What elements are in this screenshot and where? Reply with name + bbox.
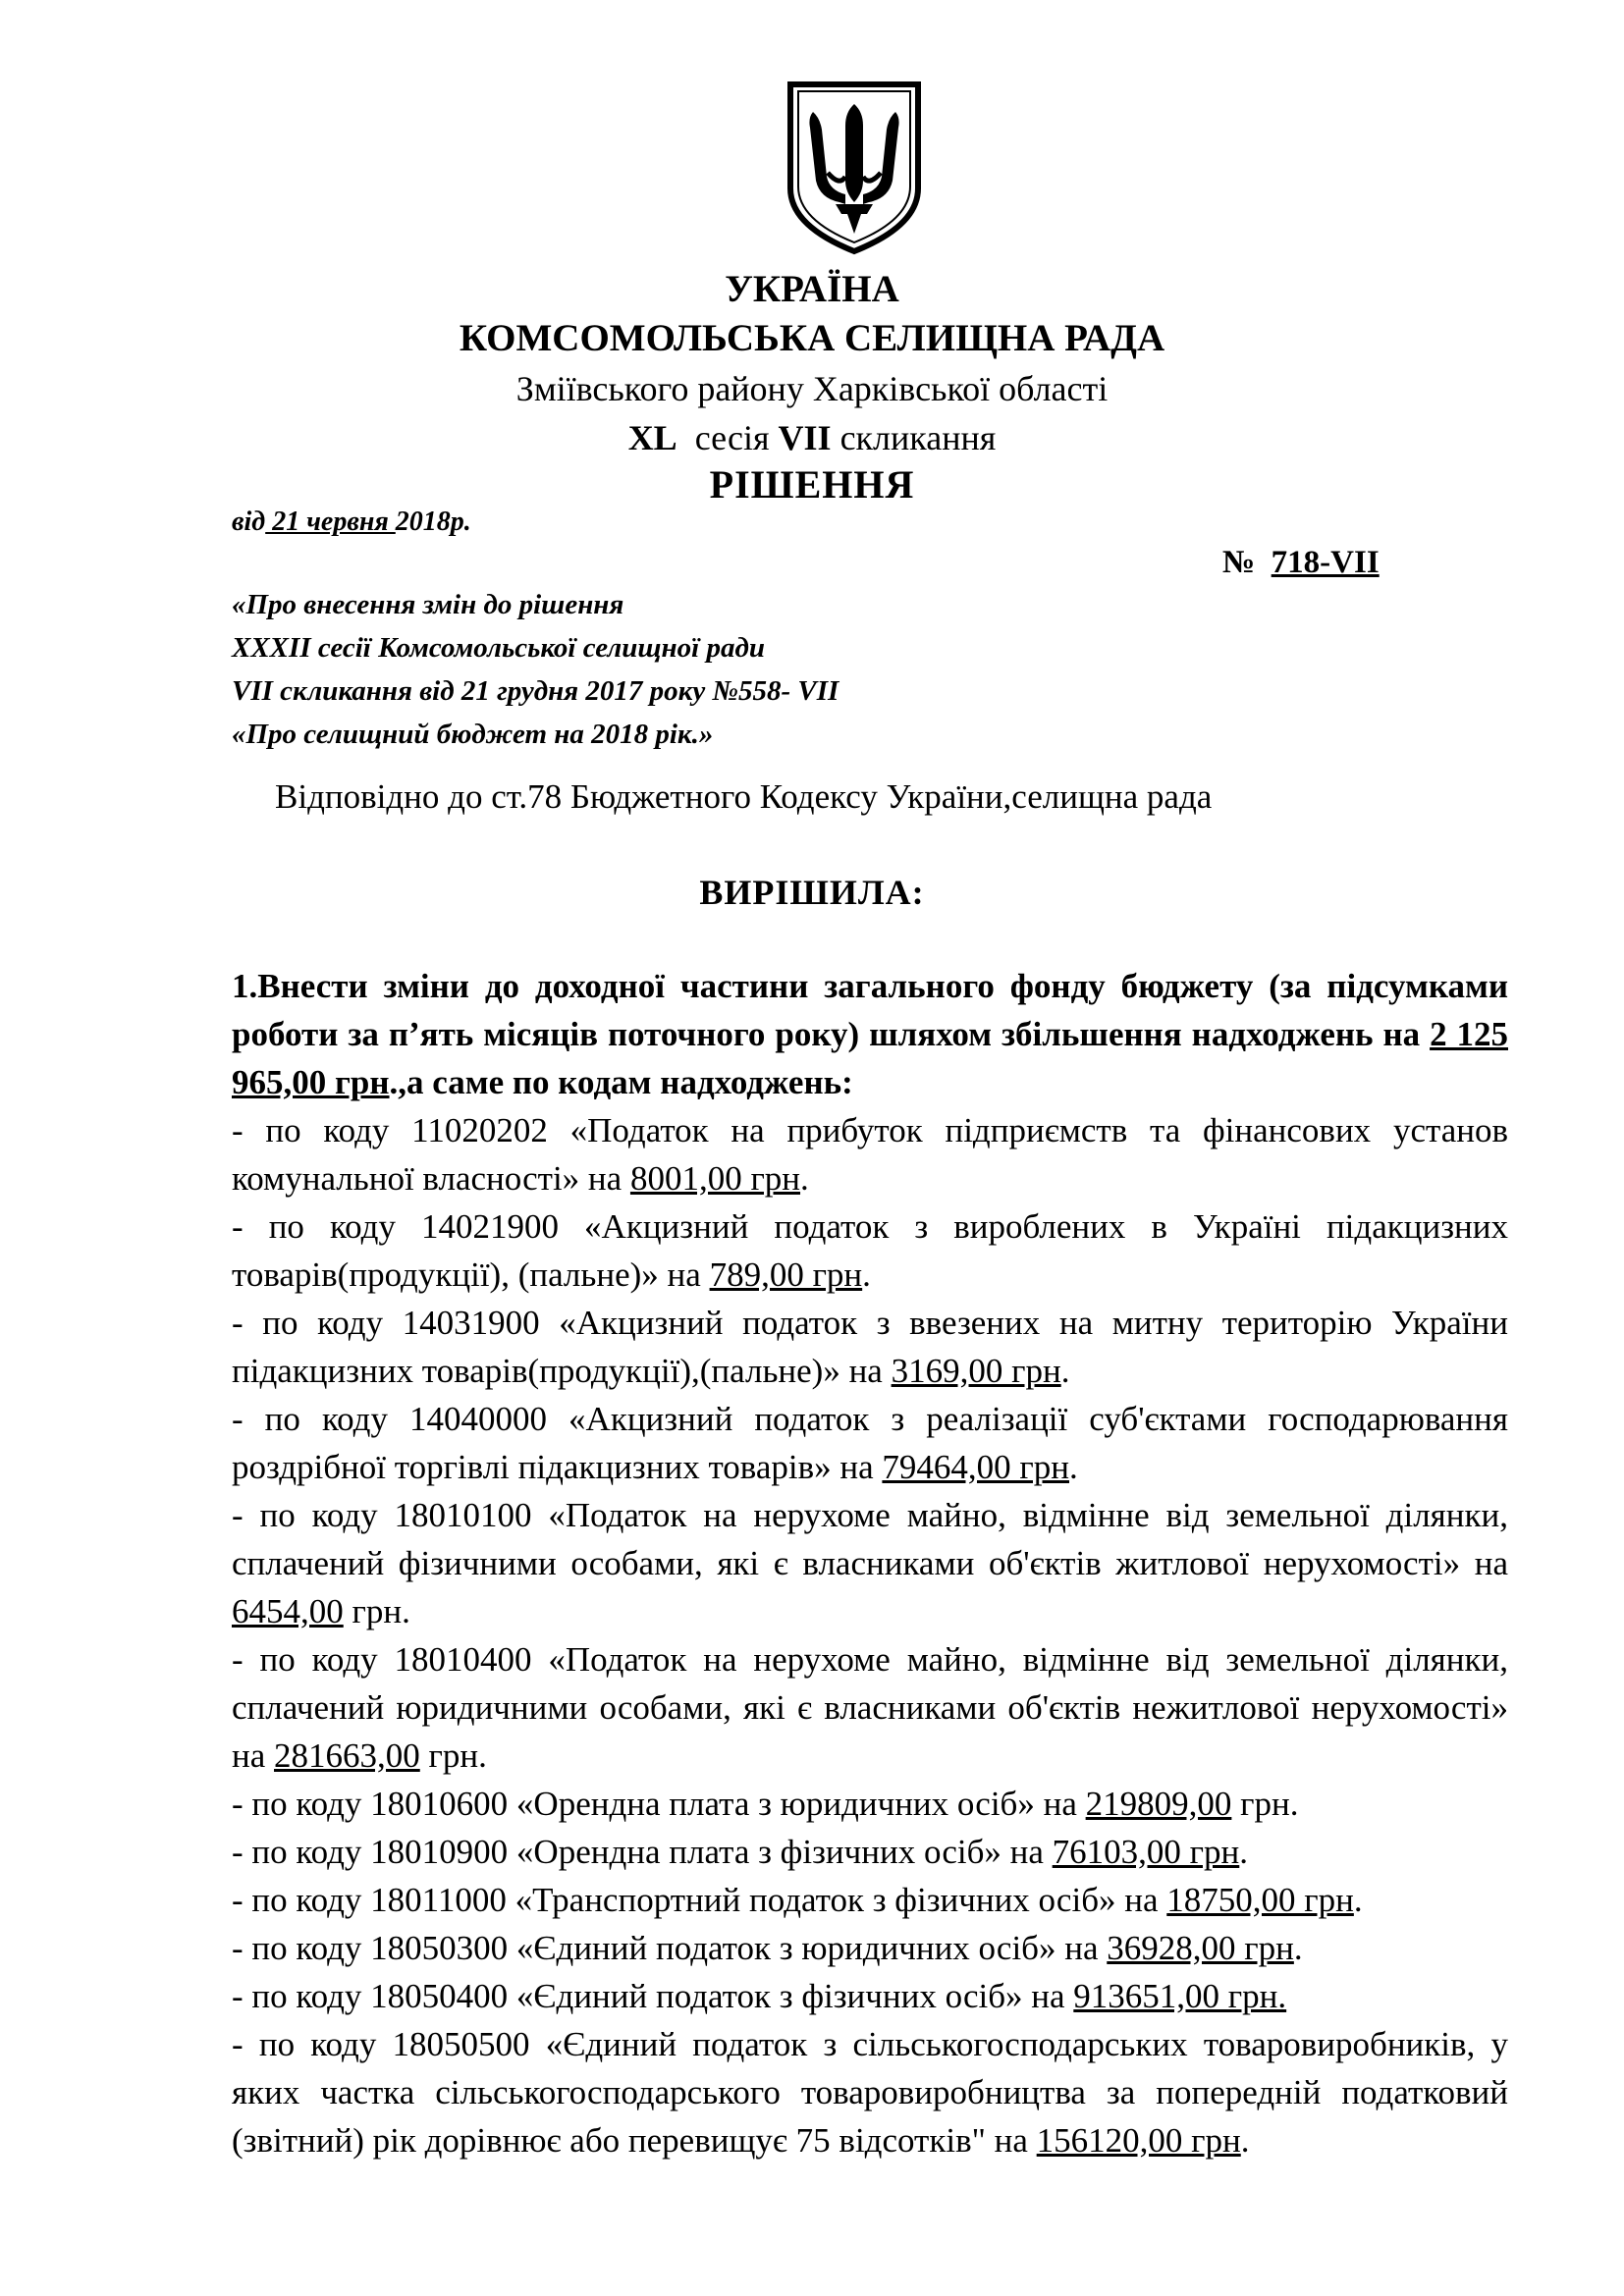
lead-paragraph: [232, 962, 1508, 1106]
lead-amount: 2 125 965,00 грн: [232, 1015, 1508, 1101]
revenue-item: [232, 1202, 1508, 1299]
item-text: - по коду 18011000 «Транспортний податок з фізичних осіб» на: [232, 1881, 1167, 1919]
revenue-item: [232, 1924, 1508, 1972]
item-tail: .: [1239, 1833, 1249, 1871]
item-tail: .: [1060, 1352, 1070, 1390]
decision-subject: [232, 583, 839, 756]
decision-number: [1222, 545, 1380, 581]
convocation-word: скликання: [839, 418, 997, 457]
decision-date: [232, 507, 471, 538]
item-amount: 789,00 грн: [709, 1255, 863, 1294]
decision-body: [232, 962, 1508, 2164]
revenue-item: [232, 1635, 1508, 1780]
item-text: - по коду 18050400 «Єдиний податок з фізичних осіб» на: [232, 1977, 1074, 2015]
revenue-item: [232, 1299, 1508, 1395]
trident-coat-of-arms-icon: [781, 79, 928, 255]
number-label: №: [1222, 545, 1256, 580]
item-amount: 76103,00 грн: [1052, 1833, 1240, 1871]
revenue-item: [232, 2020, 1508, 2164]
revenue-item: [232, 1828, 1508, 1876]
item-tail: грн.: [419, 1736, 487, 1775]
council-title: КОМСОМОЛЬСЬКА СЕЛИЩНА РАДА: [459, 317, 1165, 359]
item-text: - по коду 18010100 «Податок на нерухоме майно, відмінне від земельної ділянки, сплачений фізичними особами, які є власниками об'єктів житлової нерухомості» на: [232, 1496, 1508, 1582]
date-year: 2018р.: [395, 507, 471, 537]
revenue-item: [232, 1972, 1508, 2020]
revenue-item: [232, 1780, 1508, 1828]
session-number: XL: [627, 418, 677, 457]
subject-line: XXXII сесії Комсомольської селищної ради: [232, 632, 765, 664]
item-text: - по коду 11020202 «Податок на прибуток підприємств та фінансових установ комунальної власності» на: [232, 1111, 1508, 1198]
subject-line: VII скликання від 21 грудня 2017 року №558- VII: [232, 675, 839, 707]
item-tail: .: [1069, 1448, 1078, 1486]
item-text: - по коду 14040000 «Акцизний податок з реалізації суб'єктами господарювання роздрібної торгівлі підакцизних товарів» на: [232, 1400, 1508, 1486]
item-tail: .: [1353, 1881, 1363, 1919]
intro-paragraph: Відповідно до ст.78 Бюджетного Кодексу України,селищна рада: [275, 777, 1213, 816]
item-amount: 219809,00: [1085, 1785, 1232, 1823]
item-text: - по коду 18010900 «Орендна плата з фізичних осіб» на: [232, 1833, 1053, 1871]
district-subtitle: Зміївського району Харківської області: [515, 369, 1109, 408]
decision-title: РІШЕННЯ: [709, 462, 915, 507]
subject-line: «Про селищний бюджет на 2018 рік.»: [232, 719, 714, 750]
date-prefix: від: [232, 507, 266, 537]
lead-text: 1.Внести зміни до доходної частини загального фонду бюджету (за підсумками роботи за п’ять місяців поточного року) шляхом збільшення надходжень на: [232, 967, 1508, 1053]
country-title: УКРАЇНА: [725, 268, 899, 310]
item-amount: 3169,00 грн: [891, 1352, 1061, 1390]
number-value: 718-VII: [1271, 545, 1380, 580]
item-amount: 79464,00 грн: [882, 1448, 1069, 1486]
session-line: [0, 417, 1624, 458]
item-tail: .: [800, 1159, 809, 1198]
date-value: 21 червня: [265, 507, 396, 537]
convocation-number: VII: [778, 418, 832, 457]
revenue-item: [232, 1395, 1508, 1491]
item-tail: грн.: [343, 1592, 410, 1630]
item-text: - по коду 18010600 «Орендна плата з юридичних осіб» на: [232, 1785, 1086, 1823]
item-amount: 18750,00 грн: [1166, 1881, 1354, 1919]
revenue-item: [232, 1876, 1508, 1924]
item-tail: .: [1240, 2121, 1250, 2160]
item-tail: грн.: [1231, 1785, 1299, 1823]
item-text: - по коду 14021900 «Акцизний податок з вироблених в Україні підакцизних товарів(продукції), (пальне)» на: [232, 1207, 1508, 1294]
item-tail: .: [1293, 1929, 1303, 1967]
item-amount: 156120,00 грн: [1036, 2121, 1241, 2160]
subject-line: «Про внесення змін до рішення: [232, 589, 624, 620]
revenue-item: [232, 1491, 1508, 1635]
item-tail: .: [862, 1255, 871, 1294]
lead-tail: .,а саме по кодам надходжень:: [389, 1063, 853, 1101]
item-text: - по коду 18010400 «Податок на нерухоме майно, відмінне від земельної ділянки, сплачений юридичними особами, які є власниками об'єктів нежитлової нерухомості» на: [232, 1640, 1508, 1775]
revenue-item: [232, 1106, 1508, 1202]
item-text: - по коду 14031900 «Акцизний податок з ввезених на митну територію України підакцизних товарів(продукції),(пальне)» на: [232, 1304, 1508, 1390]
item-amount: 281663,00: [274, 1736, 420, 1775]
item-text: - по коду 18050500 «Єдиний податок з сільськогосподарських товаровиробників, у яких частка сільськогосподарського товаровиробництва за попередній податковий (звітний) рік дорівнює або перевищує 75 відсотків" на: [232, 2025, 1508, 2160]
item-text: - по коду 18050300 «Єдиний податок з юридичних осіб» на: [232, 1929, 1108, 1967]
item-amount: 913651,00 грн.: [1073, 1977, 1287, 2015]
item-amount: 6454,00: [232, 1592, 344, 1630]
item-amount: 8001,00 грн: [629, 1159, 801, 1198]
resolved-heading: ВИРІШИЛА:: [699, 873, 925, 912]
session-word: сесія: [694, 418, 770, 457]
item-amount: 36928,00 грн: [1107, 1929, 1294, 1967]
